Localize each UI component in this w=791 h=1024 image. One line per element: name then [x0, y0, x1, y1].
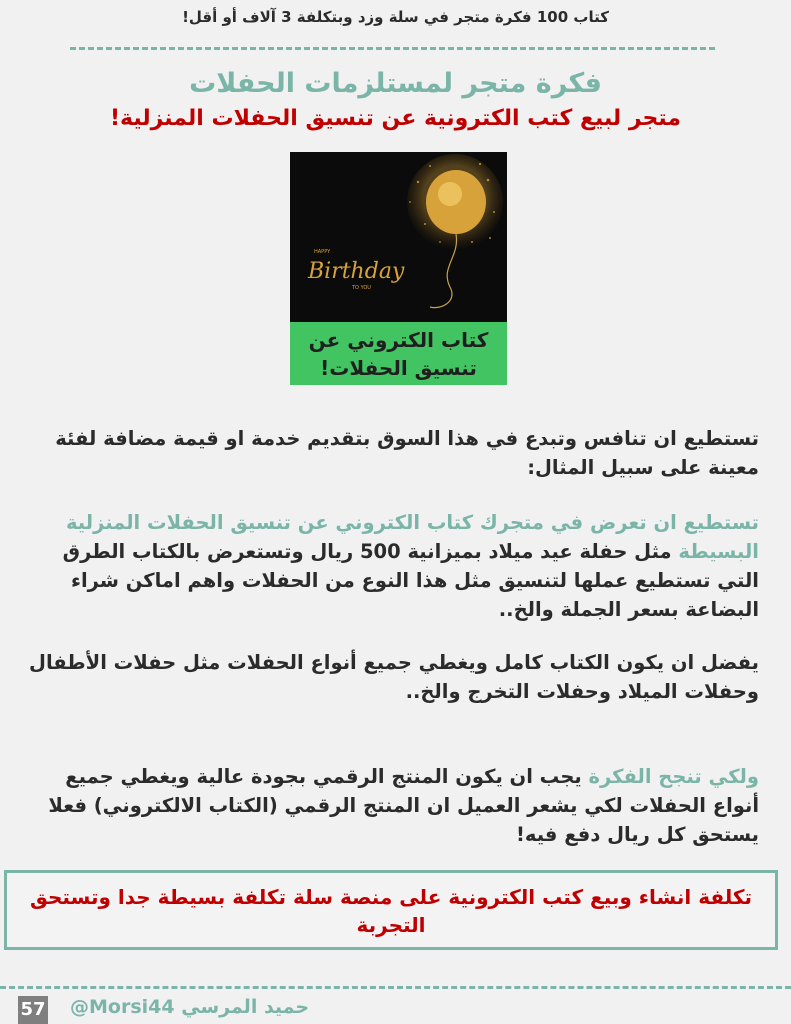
- cover-caption-band: كتاب الكتروني عن تنسيق الحفلات!: [290, 322, 507, 385]
- bottom-divider: [0, 986, 791, 989]
- cover-to-you-text: TO YOU: [352, 285, 371, 291]
- footer-author: @Morsi44 حميد المرسي: [70, 996, 310, 1018]
- cover-birthday-text: Birthday: [308, 259, 405, 284]
- paragraph-intro: تستطيع ان تنافس وتبدع في هذا السوق بتقديم خدمة او قيمة مضافة لفئة معينة على سبيل المثال:: [55, 427, 759, 479]
- paragraph-coverage: يفضل ان يكون الكتاب كامل ويغطي جميع أنواع الحفلات مثل حفلات الأطفال وحفلات الميلاد وحفلات التخرج والخ..: [29, 651, 759, 703]
- balloon-illustration: [290, 152, 507, 322]
- paragraph-success: [29, 762, 759, 849]
- page-title: فكرة متجر لمستلزمات الحفلات: [189, 68, 602, 99]
- highlight-text: تستطيع ان تعرض في متجرك كتاب الكتروني عن تنسيق الحفلات المنزلية البسيطة: [65, 511, 759, 563]
- highlight-text: ولكي تنجح الفكرة: [588, 765, 759, 788]
- page-header: كتاب 100 فكرة متجر في سلة وزد وبتكلفة 3 آلاف أو أقل!: [182, 8, 609, 26]
- cover-happy-text: HAPPY: [314, 249, 331, 255]
- book-cover-image: [290, 152, 507, 385]
- cost-callout-box: تكلفة انشاء وبيع كتب الكترونية على منصة سلة تكلفة بسيطة جدا وتستحق التجربة: [4, 870, 778, 950]
- top-divider: [70, 47, 715, 50]
- paragraph-example: [29, 508, 759, 624]
- paragraph-text: مثل حفلة عيد ميلاد بميزانية 500 ريال وتستعرض بالكتاب الطرق التي تستطيع عملها لتنسيق مثل هذا النوع من الحفلات واهم اماكن شراء البضاعة بسعر الجملة والخ..: [62, 540, 759, 621]
- paragraph-text: يجب ان يكون المنتج الرقمي بجودة عالية ويغطي جميع أنواع الحفلات لكي يشعر العميل ان المنتج الرقمي (الكتاب الالكتروني) فعلا يستحق كل ريال دفع فيه!: [48, 765, 759, 846]
- page-number: 57: [18, 996, 48, 1024]
- page-subtitle: متجر لبيع كتب الكترونية عن تنسيق الحفلات المنزلية!: [110, 106, 681, 131]
